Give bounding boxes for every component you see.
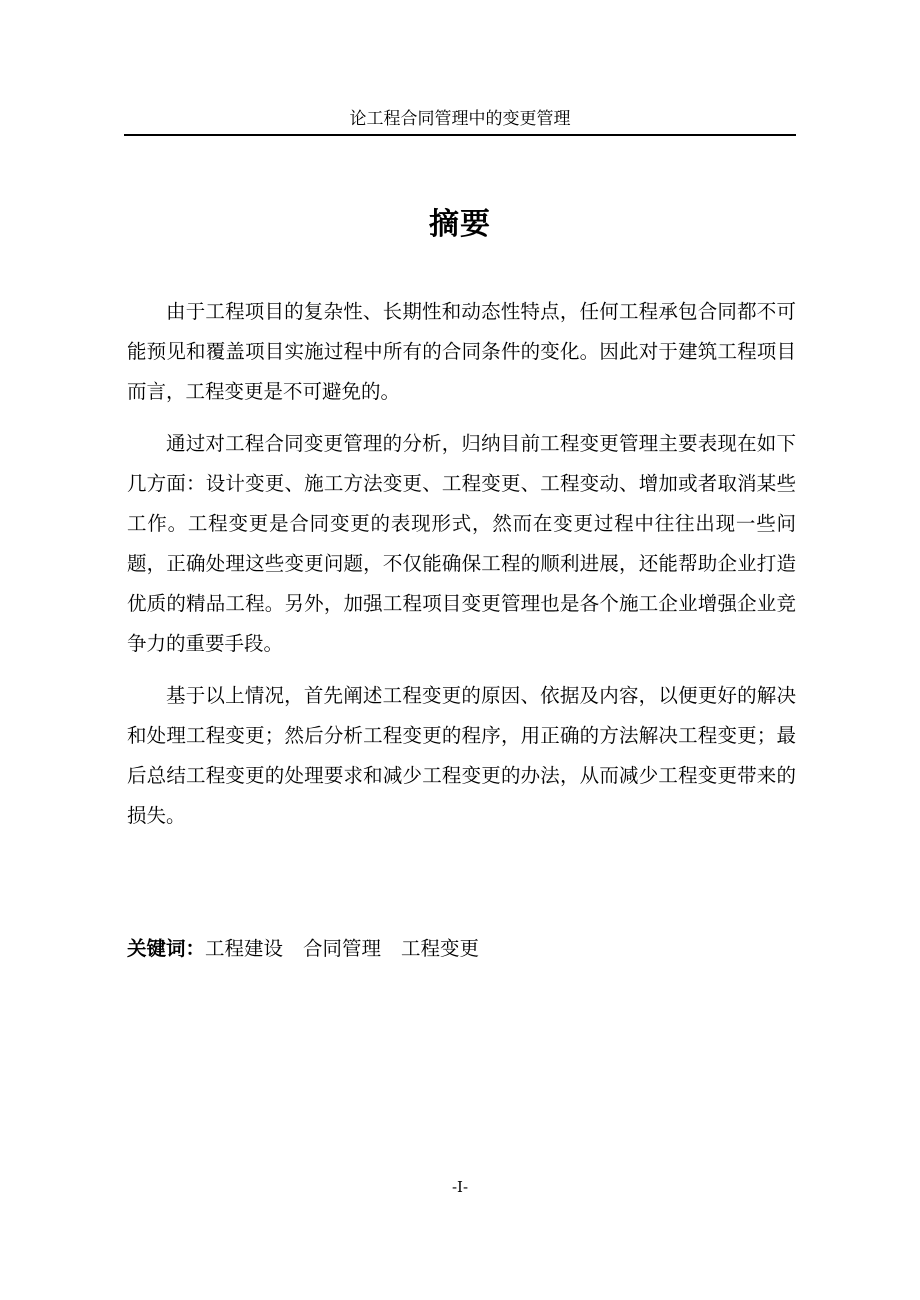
abstract-body <box>127 292 796 848</box>
abstract-paragraph: 基于以上情况，首先阐述工程变更的原因、依据及内容，以便更好的解决和处理工程变更；然后分析工程变更的程序，用正确的方法解决工程变更；最后总结工程变更的处理要求和减少工程变更的办法，从而减少工程变更带来的损失。 <box>127 684 796 827</box>
keyword: 工程变更 <box>401 937 480 960</box>
abstract-paragraph: 由于工程项目的复杂性、长期性和动态性特点，任何工程承包合同都不可能预见和覆盖项目实施过程中所有的合同条件的变化。因此对于建筑工程项目而言，工程变更是不可避免的。 <box>127 300 796 403</box>
header-rule <box>124 134 796 136</box>
abstract-paragraph: 通过对工程合同变更管理的分析，归纳目前工程变更管理主要表现在如下几方面：设计变更、施工方法变更、工程变更、工程变动、增加或者取消某些工作。工程变更是合同变更的表现形式，然而在变更过程中往往出现一些问题，正确处理这些变更问题，不仅能确保工程的顺利进展，还能帮助企业打造优质的精品工程。另外，加强工程项目变更管理也是各个施工企业增强企业竞争力的重要手段。 <box>127 432 796 655</box>
page-number: -I- <box>451 1178 469 1196</box>
abstract-title: 摘要 <box>429 207 491 242</box>
keywords-line <box>127 929 796 969</box>
keyword: 合同管理 <box>303 937 382 960</box>
running-header: 论工程合同管理中的变更管理 <box>349 109 571 129</box>
keyword: 工程建设 <box>205 937 284 960</box>
keywords-label: 关键词： <box>127 937 206 960</box>
